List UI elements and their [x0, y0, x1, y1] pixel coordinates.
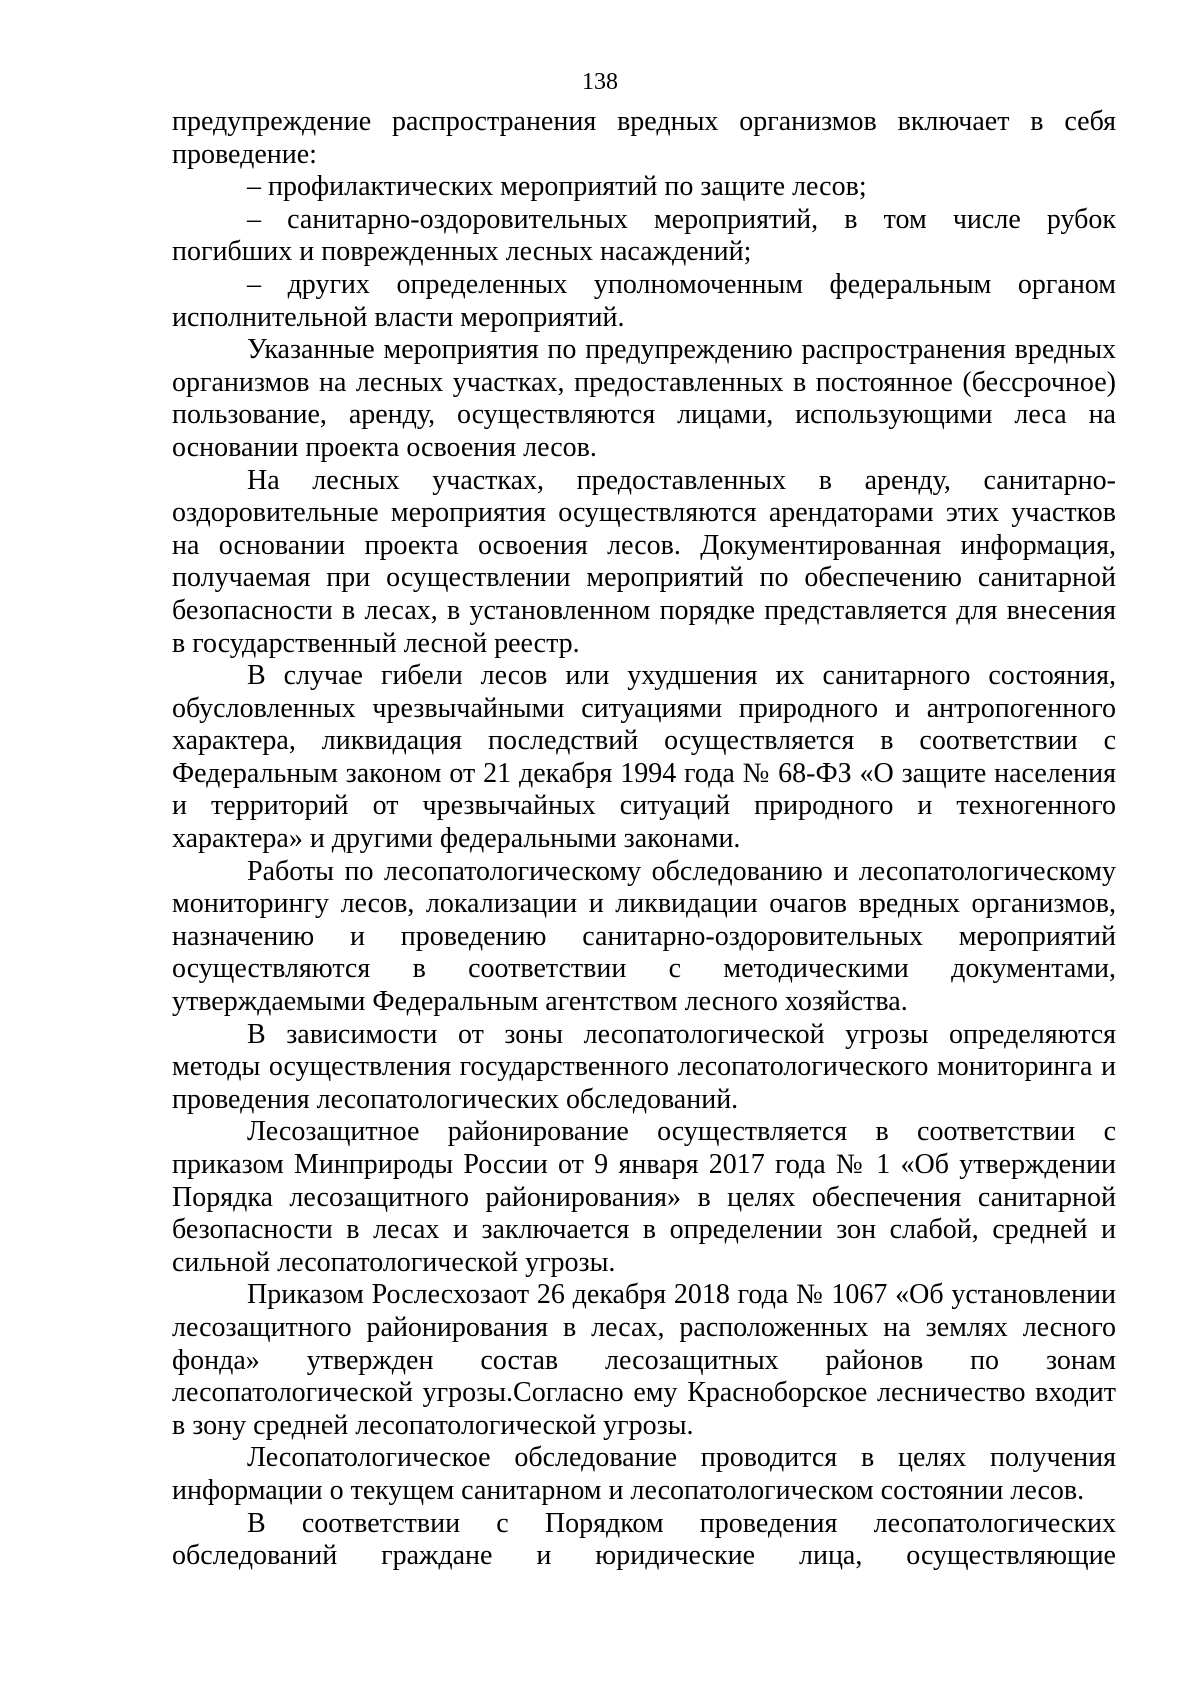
body-text — [172, 106, 1116, 1573]
paragraph-emergency-situations: В случае гибели лесов или ухудшения их санитарного состояния, обусловленных чрезвычайными ситуациями природного и антропогенного характера, ликвидация последствий осуществляется в соответствии с Федеральным законом от 21 декабря 1994 года № 68-ФЗ «О защите населения и территорий от чрезвычайных ситуаций природного и техногенного характера» и другими федеральными законами. — [172, 660, 1116, 855]
paragraph-measures-on-plots: Указанные мероприятия по предупреждению распространения вредных организмов на лесных участках, предоставленных в постоянное (бессрочное) пользование, аренду, осуществляются лицами, использующими леса на основании проекта освоения лесов. — [172, 334, 1116, 463]
page-number: 138 — [582, 69, 618, 95]
list-item-preventive-measures: – профилактических мероприятий по защите лесов; — [247, 171, 867, 203]
list-item-other-measures: – других определенных уполномоченным федеральным органом исполнительной власти мероприятий. — [172, 268, 1116, 333]
paragraph-survey-procedure: В соответствии с Порядком проведения лесопатологических обследований граждане и юридические лица, осуществляющие — [172, 1507, 1116, 1572]
paragraph-rosleshoz-order: Приказом Рослесхозаот 26 декабря 2018 года № 1067 «Об установлении лесозащитного районирования в лесах, расположенных на землях лесного фонда» утвержден состав лесозащитных районов по зонам лесопатологической угрозы.Согласно ему Красноборское лесничество входит в зону средней лесопатологической угрозы. — [172, 1279, 1116, 1441]
list-item-sanitary-measures: – санитарно-оздоровительных мероприятий, в том числе рубок погибших и поврежденных лесных насаждений; — [172, 203, 1116, 268]
paragraph-leased-plots: На лесных участках, предоставленных в аренду, санитарно-оздоровительные мероприятия осуществляются арендаторами этих участков на основании проекта освоения лесов. Документированная информация, получаемая при осуществлении мероприятий по обеспечению санитарной безопасности в лесах, в установленном порядке представляется для внесения в государственный лесной реестр. — [172, 464, 1116, 659]
paragraph-pathology-survey: Лесопатологическое обследование проводится в целях получения информации о текущем санитарном и лесопатологическом состоянии лесов. — [172, 1442, 1116, 1506]
paragraph-threat-zones: В зависимости от зоны лесопатологической угрозы определяются методы осуществления государственного лесопатологического мониторинга и проведения лесопатологических обследований. — [172, 1018, 1116, 1115]
paragraph-forest-protection-zoning: Лесозащитное районирование осуществляется в соответствии с приказом Минприроды России от 9 января 2017 года № 1 «Об утверждении Порядка лесозащитного районирования» в целях обеспечения санитарной безопасности в лесах и заключается в определении зон слабой, средней и сильной лесопатологической угрозы. — [172, 1116, 1116, 1278]
paragraph-continuation: предупреждение распространения вредных организмов включает в себя проведение: — [172, 106, 1116, 170]
paragraph-forest-pathology-works: Работы по лесопатологическому обследованию и лесопатологическому мониторингу лесов, локализации и ликвидации очагов вредных организмов, назначению и проведению санитарно-оздоровительных мероприятий осуществляются в соответствии с методическими документами, утверждаемыми Федеральным агентством лесного хозяйства. — [172, 855, 1116, 1018]
